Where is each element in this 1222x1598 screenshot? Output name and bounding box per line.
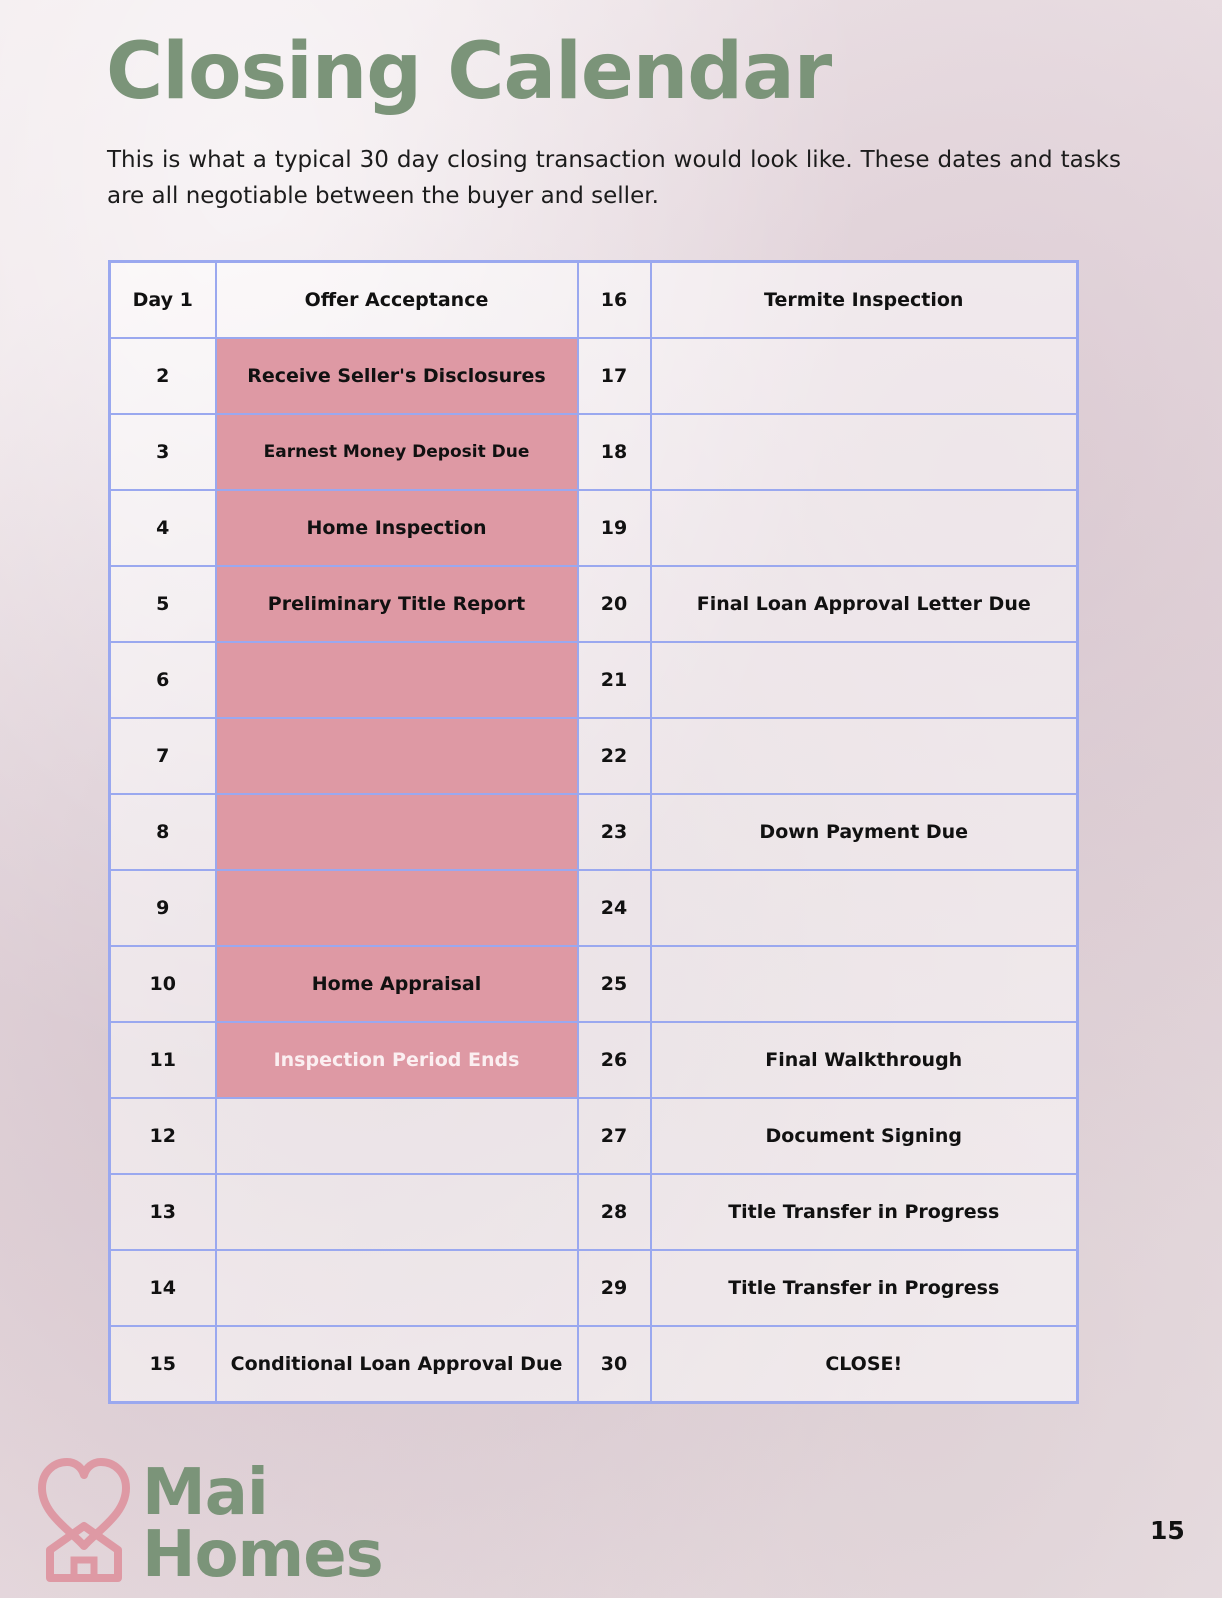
closing-calendar-table <box>108 260 1079 1404</box>
task-cell <box>216 870 578 946</box>
day-cell: 27 <box>578 1098 651 1174</box>
calendar-row <box>110 414 1078 490</box>
day-cell: 13 <box>110 1174 216 1250</box>
task-cell <box>216 1250 578 1326</box>
task-cell <box>651 642 1078 718</box>
day-cell: 4 <box>110 490 216 566</box>
task-cell <box>651 414 1078 490</box>
task-cell <box>651 490 1078 566</box>
task-cell: Document Signing <box>651 1098 1078 1174</box>
task-cell <box>216 1098 578 1174</box>
logo-wordmark <box>142 1456 383 1592</box>
task-cell <box>651 946 1078 1022</box>
task-cell: Home Inspection <box>216 490 578 566</box>
day-cell: 29 <box>578 1250 651 1326</box>
task-cell: Final Loan Approval Letter Due <box>651 566 1078 642</box>
day-cell: 17 <box>578 338 651 414</box>
calendar-row <box>110 794 1078 870</box>
task-cell <box>216 718 578 794</box>
day-cell: 28 <box>578 1174 651 1250</box>
task-cell: Conditional Loan Approval Due <box>216 1326 578 1403</box>
logo-line-2: Homes <box>142 1518 383 1592</box>
day-cell: 7 <box>110 718 216 794</box>
mai-homes-logo <box>36 1456 383 1592</box>
task-cell: Title Transfer in Progress <box>651 1174 1078 1250</box>
calendar-row <box>110 870 1078 946</box>
day-cell: 12 <box>110 1098 216 1174</box>
day-cell: 8 <box>110 794 216 870</box>
task-cell: Home Appraisal <box>216 946 578 1022</box>
day-cell: 5 <box>110 566 216 642</box>
day-cell: 16 <box>578 262 651 339</box>
calendar-row <box>110 1022 1078 1098</box>
task-cell <box>216 642 578 718</box>
day-cell: Day 1 <box>110 262 216 339</box>
day-cell: 15 <box>110 1326 216 1403</box>
day-cell: 3 <box>110 414 216 490</box>
task-cell: Offer Acceptance <box>216 262 578 339</box>
task-cell: Final Walkthrough <box>651 1022 1078 1098</box>
task-cell <box>216 1174 578 1250</box>
calendar-row <box>110 1326 1078 1403</box>
day-cell: 30 <box>578 1326 651 1403</box>
calendar-row <box>110 718 1078 794</box>
task-cell <box>216 794 578 870</box>
day-cell: 10 <box>110 946 216 1022</box>
calendar-row <box>110 566 1078 642</box>
logo-line-1: Mai <box>142 1456 268 1530</box>
page-number: 15 <box>1150 1516 1185 1545</box>
day-cell: 24 <box>578 870 651 946</box>
page-title: Closing Calendar <box>106 27 832 117</box>
day-cell: 18 <box>578 414 651 490</box>
day-cell: 23 <box>578 794 651 870</box>
calendar-row <box>110 1098 1078 1174</box>
calendar-row <box>110 262 1078 339</box>
day-cell: 22 <box>578 718 651 794</box>
task-cell: Inspection Period Ends <box>216 1022 578 1098</box>
task-cell: CLOSE! <box>651 1326 1078 1403</box>
task-cell: Receive Seller's Disclosures <box>216 338 578 414</box>
day-cell: 14 <box>110 1250 216 1326</box>
day-cell: 6 <box>110 642 216 718</box>
calendar-row <box>110 946 1078 1022</box>
task-cell <box>651 870 1078 946</box>
calendar-row <box>110 338 1078 414</box>
task-cell <box>651 338 1078 414</box>
day-cell: 9 <box>110 870 216 946</box>
day-cell: 26 <box>578 1022 651 1098</box>
day-cell: 19 <box>578 490 651 566</box>
task-cell: Earnest Money Deposit Due <box>216 414 578 490</box>
day-cell: 11 <box>110 1022 216 1098</box>
calendar-row <box>110 490 1078 566</box>
task-cell <box>651 718 1078 794</box>
day-cell: 21 <box>578 642 651 718</box>
task-cell: Down Payment Due <box>651 794 1078 870</box>
heart-house-icon <box>36 1458 132 1582</box>
intro-paragraph: This is what a typical 30 day closing transaction would look like. These dates and tasks are all negotiable between the buyer and seller. <box>107 147 1121 209</box>
day-cell: 20 <box>578 566 651 642</box>
task-cell: Preliminary Title Report <box>216 566 578 642</box>
task-cell: Termite Inspection <box>651 262 1078 339</box>
task-cell: Title Transfer in Progress <box>651 1250 1078 1326</box>
day-cell: 2 <box>110 338 216 414</box>
calendar-row <box>110 1174 1078 1250</box>
calendar-row <box>110 1250 1078 1326</box>
calendar-row <box>110 642 1078 718</box>
day-cell: 25 <box>578 946 651 1022</box>
